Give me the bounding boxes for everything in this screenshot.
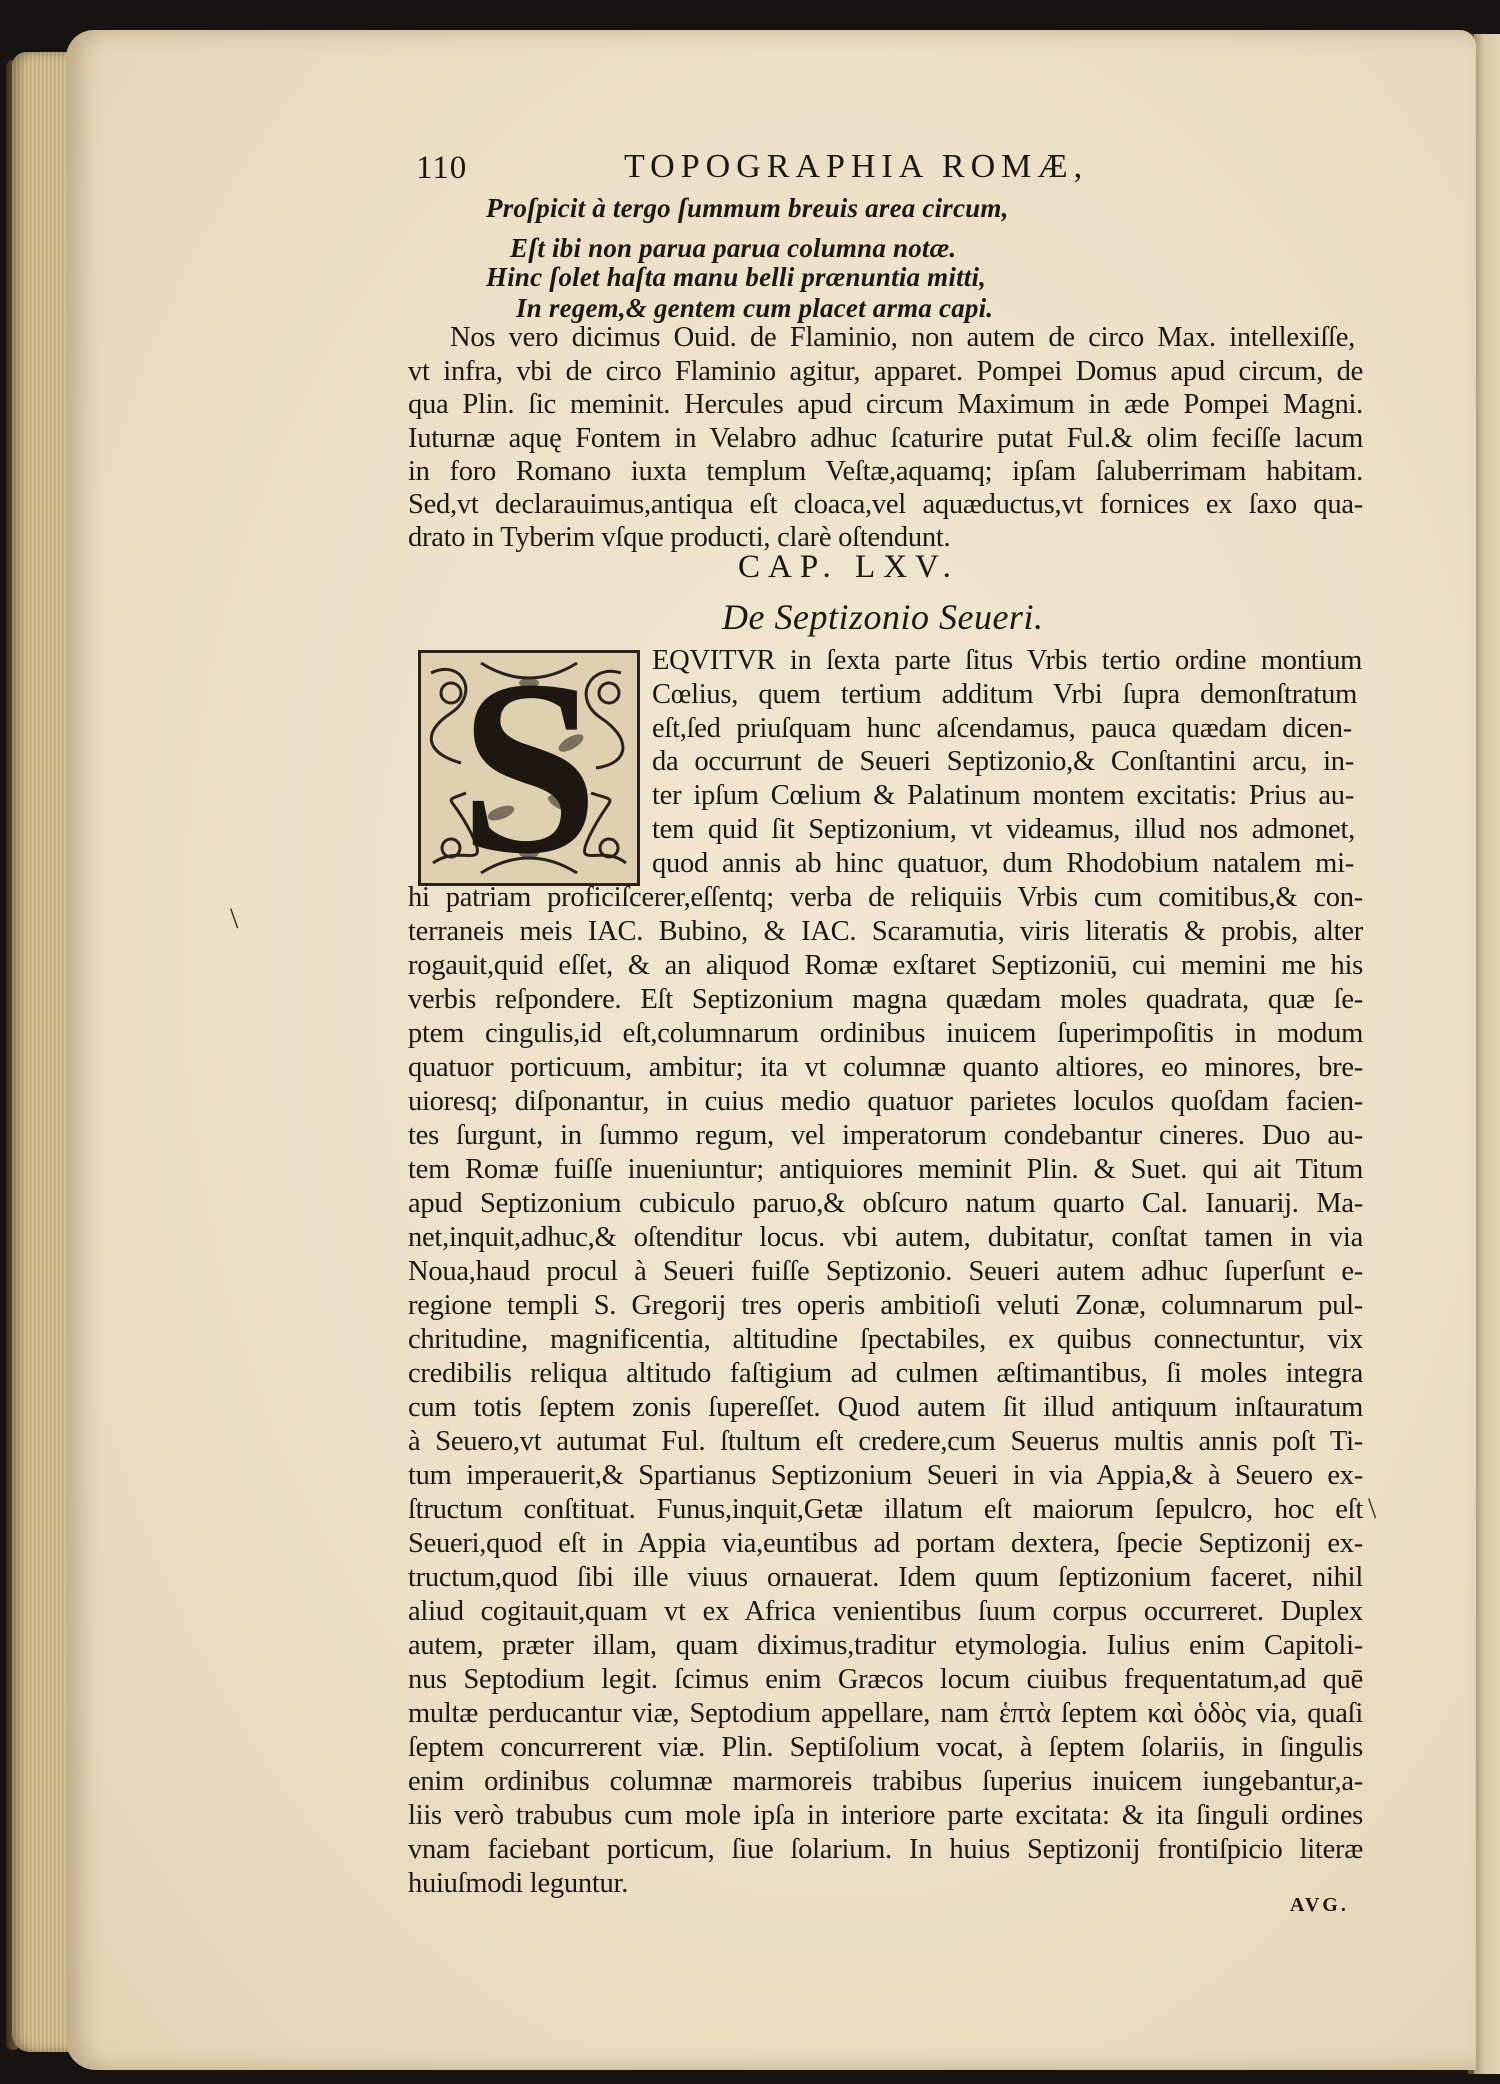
body-line: vt infra, vbi de circo Flaminio agitur, apparet. Pompei Domus apud circum, de	[408, 356, 1363, 387]
chapter-heading: CAP. LXV.	[738, 549, 959, 585]
body-line: verbis reſpondere. Eſt Septizonium magna quædam moles quadrata, quæ ſe-	[408, 984, 1363, 1015]
decorated-initial	[418, 629, 640, 906]
body-line: ſeptem concurrerent viæ. Plin. Septiſolium vocat, à ſeptem ſolariis, in ſingulis	[408, 1732, 1363, 1763]
page-number: 110	[416, 150, 468, 186]
body-line: cum totis ſeptem zonis ſupereſſet. Quod autem ſit illud antiquum inſtauratum	[408, 1392, 1363, 1423]
body-line: multæ perducantur viæ, Septodium appellare, nam ἑπτὰ ſeptem καὶ ὁδὸς via, quaſi	[408, 1698, 1363, 1729]
body-line: terraneis meis IAC. Bubino, & IAC. Scaramutia, viris literatis & probis, alter	[408, 916, 1363, 947]
verse-line: Eſt ibi non parua parua columna notæ.	[510, 233, 957, 263]
verse-line: In regem,& gentem cum placet arma capi.	[516, 293, 994, 323]
body-line: regione templi S. Gregorij tres operis ambitioſi veluti Zonæ, columnarum pul-	[408, 1290, 1363, 1321]
body-line: enim ordinibus columnæ marmoreis trabibus ſuperius inuicem iungebantur,a-	[408, 1766, 1363, 1797]
body-line: tructum,quod ſibi ille viuus ornauerat. Idem quum ſeptizonium faceret, nihil	[408, 1562, 1363, 1593]
body-line: ptem cingulis,id eſt,columnarum ordinibus inuicem ſuperimpoſitis in modum	[408, 1018, 1363, 1049]
body-line: nus Septodium legit. ſcimus enim Græcos locum ciuibus frequentatum,ad quē	[408, 1664, 1363, 1695]
body-line: da occurrunt de Seueri Septizonio,& Conſtantini arcu, in-	[652, 746, 1354, 777]
body-line: eſt,ſed priuſquam hunc aſcendamus, pauca quædam dicen-	[652, 713, 1352, 744]
body-line: Seueri,quod eſt in Appia via,euntibus ad portam dextera, ſpecie Septizonij ex-	[408, 1528, 1363, 1559]
body-line: apud Septizonium cubiculo paruo,& obſcuro natum quarto Cal. Ianuarij. Ma-	[408, 1188, 1363, 1219]
body-line: quod annis ab hinc quatuor, dum Rhodobium natalem mi-	[652, 848, 1354, 879]
body-line: Sed,vt declarauimus,antiqua eſt cloaca,vel aquæductus,vt fornices ex ſaxo qua-	[408, 489, 1363, 520]
body-line: tum imperauerit,& Spartianus Septizonium Seueri in via Appia,& à Seuero ex-	[408, 1460, 1363, 1491]
margin-pen-mark: \	[1368, 1492, 1377, 1525]
body-line: ſtructum conſtituat. Funus,inquit,Getæ illatum eſt maiorum ſepulcro, hoc eſt	[408, 1494, 1363, 1525]
body-line: autem, præter illam, quam diximus,traditur etymologia. Iulius enim Capitoli-	[408, 1630, 1363, 1661]
body-line: Nos vero dicimus Ouid. de Flaminio, non autem de circo Max. intellexiſſe,	[450, 322, 1355, 353]
body-line: vnam faciebant porticum, ſiue ſolarium. In huius Septizonij frontiſpicio literæ	[408, 1834, 1363, 1865]
body-line: credibilis reliqua altitudo faſtigium ad culmen æſtimantibus, ſi moles integra	[408, 1358, 1363, 1389]
body-line: hi patriam proficiſcerer,eſſentq; verba de reliquiis Vrbis cum comitibus,& con-	[408, 882, 1363, 913]
verse-line: Proſpicit à tergo ſummum breuis area circum,	[486, 193, 1009, 223]
body-line: chritudine, magnificentia, altitudine ſpectabiles, ex quibus connectuntur, vix	[408, 1324, 1363, 1355]
show-through-text	[1146, 210, 1446, 312]
body-line: ter ipſum Cœlium & Palatinum montem excitatis: Prius au-	[652, 780, 1354, 811]
body-line: tem Romæ fuiſſe inueniuntur; antiquiores meminit Plin. & Suet. qui ait Titum	[408, 1154, 1363, 1185]
body-line: Iuturnæ aquę Fontem in Velabro adhuc ſcaturire putat Ful.& olim feciſſe lacum	[408, 423, 1363, 454]
body-line: Noua,haud procul à Seueri fuiſſe Septizonio. Seueri autem adhuc ſuperſunt e-	[408, 1256, 1363, 1287]
chapter-subtitle: De Septizonio Seueri.	[722, 597, 1044, 637]
verse-line: Hinc ſolet haſta manu belli prænuntia mitti,	[486, 262, 987, 292]
catchword: AVG.	[1290, 1894, 1349, 1916]
body-line: aliud cogitauit,quam vt ex Africa venientibus ſuum corpus occurreret. Duplex	[408, 1596, 1363, 1627]
body-line: Cœlius, quem tertium additum Vrbi ſupra demonſtratum	[652, 679, 1357, 710]
body-line: à Seuero,vt autumat Ful. ſtultum eſt credere,cum Seuerus multis annis poſt Ti-	[408, 1426, 1363, 1457]
page-edges	[12, 52, 70, 2052]
body-line: net,inquit,adhuc,& oſtenditur locus. vbi autem, dubitatur, conſtat tamen in via	[408, 1222, 1363, 1253]
margin-pen-mark: \	[230, 902, 239, 935]
body-line: huiuſmodi leguntur.	[408, 1868, 629, 1899]
initial-letter: S	[459, 629, 599, 906]
body-line: uioresq; diſponantur, in cuius medio quatuor parietes loculos quoſdam facien-	[408, 1086, 1363, 1117]
body-line: EQVITVR in ſexta parte ſitus Vrbis tertio ordine montium	[652, 645, 1362, 676]
body-line: quatuor porticuum, ambitur; ita vt columnæ quanto altiores, eo minores, bre-	[408, 1052, 1363, 1083]
body-line: tem quid ſit Septizonium, vt videamus, illud nos admonet,	[652, 814, 1355, 845]
body-line: rogauit,quid eſſet, & an aliquod Romæ exſtaret Septizoniū, cui memini me his	[408, 950, 1363, 981]
running-title: TOPOGRAPHIA ROMÆ,	[624, 148, 1089, 185]
body-line: in foro Romano iuxta templum Veſtæ,aquamq; ipſam ſaluberrimam habitam.	[408, 456, 1363, 487]
body-line: qua Plin. ſic meminit. Hercules apud circum Maximum in æde Pompei Magni.	[408, 389, 1363, 420]
body-line: tes ſurgunt, in ſummo regum, vel imperatorum condebantur cineres. Duo au-	[408, 1120, 1363, 1151]
body-line: drato in Tyberim vſque producti, clarè oſtendunt.	[408, 522, 951, 553]
body-line: liis verò trabubus cum mole ipſa in interiore parte excitata: & ita ſinguli ordines	[408, 1800, 1363, 1831]
